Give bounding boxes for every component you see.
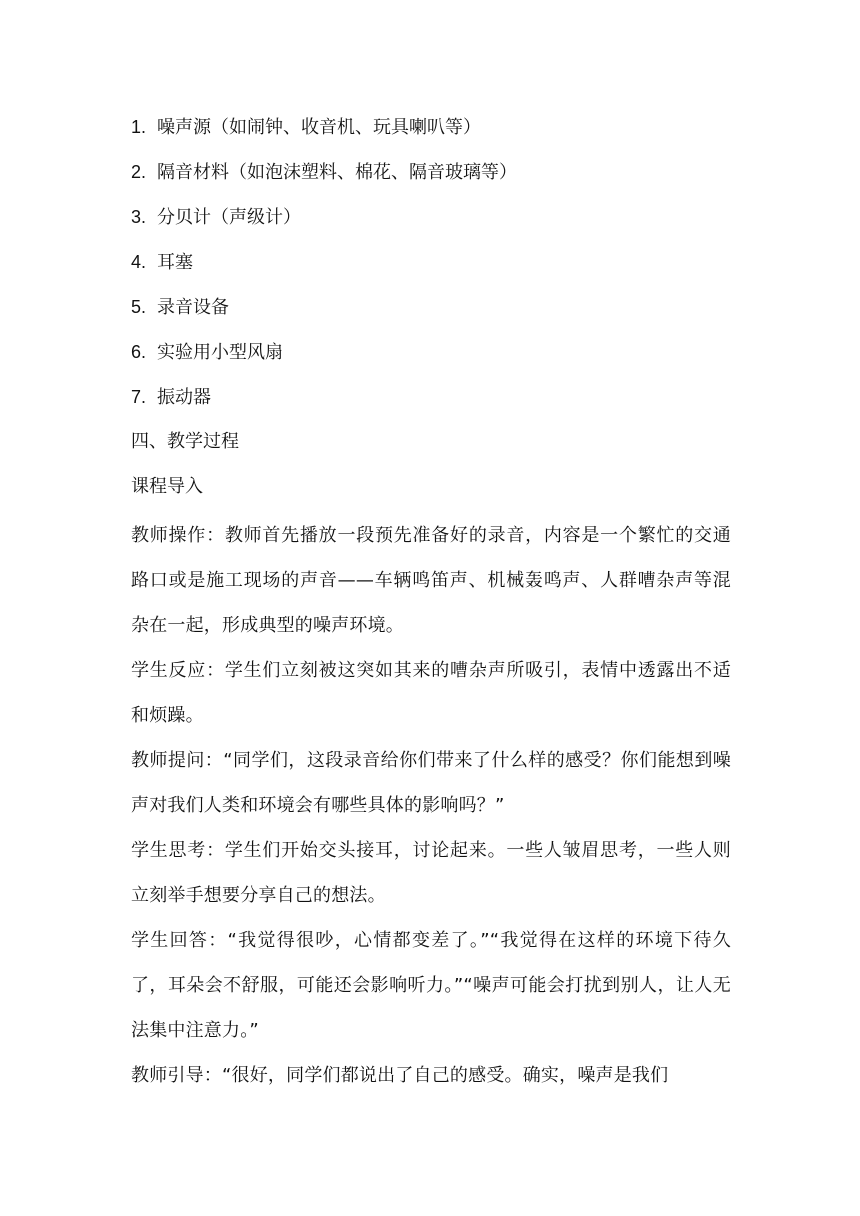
list-number: 2. <box>131 162 147 182</box>
section-heading: 四、教学过程 <box>131 431 239 452</box>
paragraph-student-reaction: 学生反应：学生们立刻被这突如其来的嘈杂声所吸引，表情中透露出不适和烦躁。 <box>131 660 731 726</box>
material-item-2 <box>131 153 731 198</box>
document-body <box>131 108 731 1098</box>
list-number: 4. <box>131 252 147 272</box>
list-text: 振动器 <box>157 387 211 408</box>
paragraph-student-answer: 学生回答：“我觉得很吵，心情都变差了。”“我觉得在这样的环境下待久了，耳朵会不舒服，可能还会影响听力。”“噪声可能会打扰到别人，让人无法集中注意力。” <box>131 930 731 1041</box>
list-text: 分贝计（声级计） <box>157 207 301 228</box>
sub-heading: 课程导入 <box>131 476 203 497</box>
paragraph-teacher-action: 教师操作：教师首先播放一段预先准备好的录音，内容是一个繁忙的交通路口或是施工现场的声音——车辆鸣笛声、机械轰鸣声、人群嘈杂声等混杂在一起，形成典型的噪声环境。 <box>131 525 731 636</box>
material-item-7 <box>131 378 731 423</box>
material-item-4 <box>131 243 731 288</box>
paragraph-teacher-question: 教师提问：“同学们，这段录音给你们带来了什么样的感受？你们能想到噪声对我们人类和环境会有哪些具体的影响吗？” <box>131 750 731 816</box>
paragraph-student-thinking: 学生思考：学生们开始交头接耳，讨论起来。一些人皱眉思考，一些人则立刻举手想要分享自己的想法。 <box>131 840 731 906</box>
material-item-5 <box>131 288 731 333</box>
material-item-6 <box>131 333 731 378</box>
list-text: 实验用小型风扇 <box>157 342 283 363</box>
list-number: 6. <box>131 342 147 362</box>
list-text: 噪声源（如闹钟、收音机、玩具喇叭等） <box>157 117 481 138</box>
list-number: 5. <box>131 297 147 317</box>
list-text: 隔音材料（如泡沫塑料、棉花、隔音玻璃等） <box>157 162 517 183</box>
list-number: 7. <box>131 387 147 407</box>
material-item-3 <box>131 198 731 243</box>
list-number: 3. <box>131 207 147 227</box>
material-item-1 <box>131 108 731 153</box>
paragraph-teacher-guidance: 教师引导：“很好，同学们都说出了自己的感受。确实，噪声是我们 <box>131 1065 669 1086</box>
list-text: 耳塞 <box>157 252 193 273</box>
list-text: 录音设备 <box>157 297 229 318</box>
list-number: 1. <box>131 117 147 137</box>
